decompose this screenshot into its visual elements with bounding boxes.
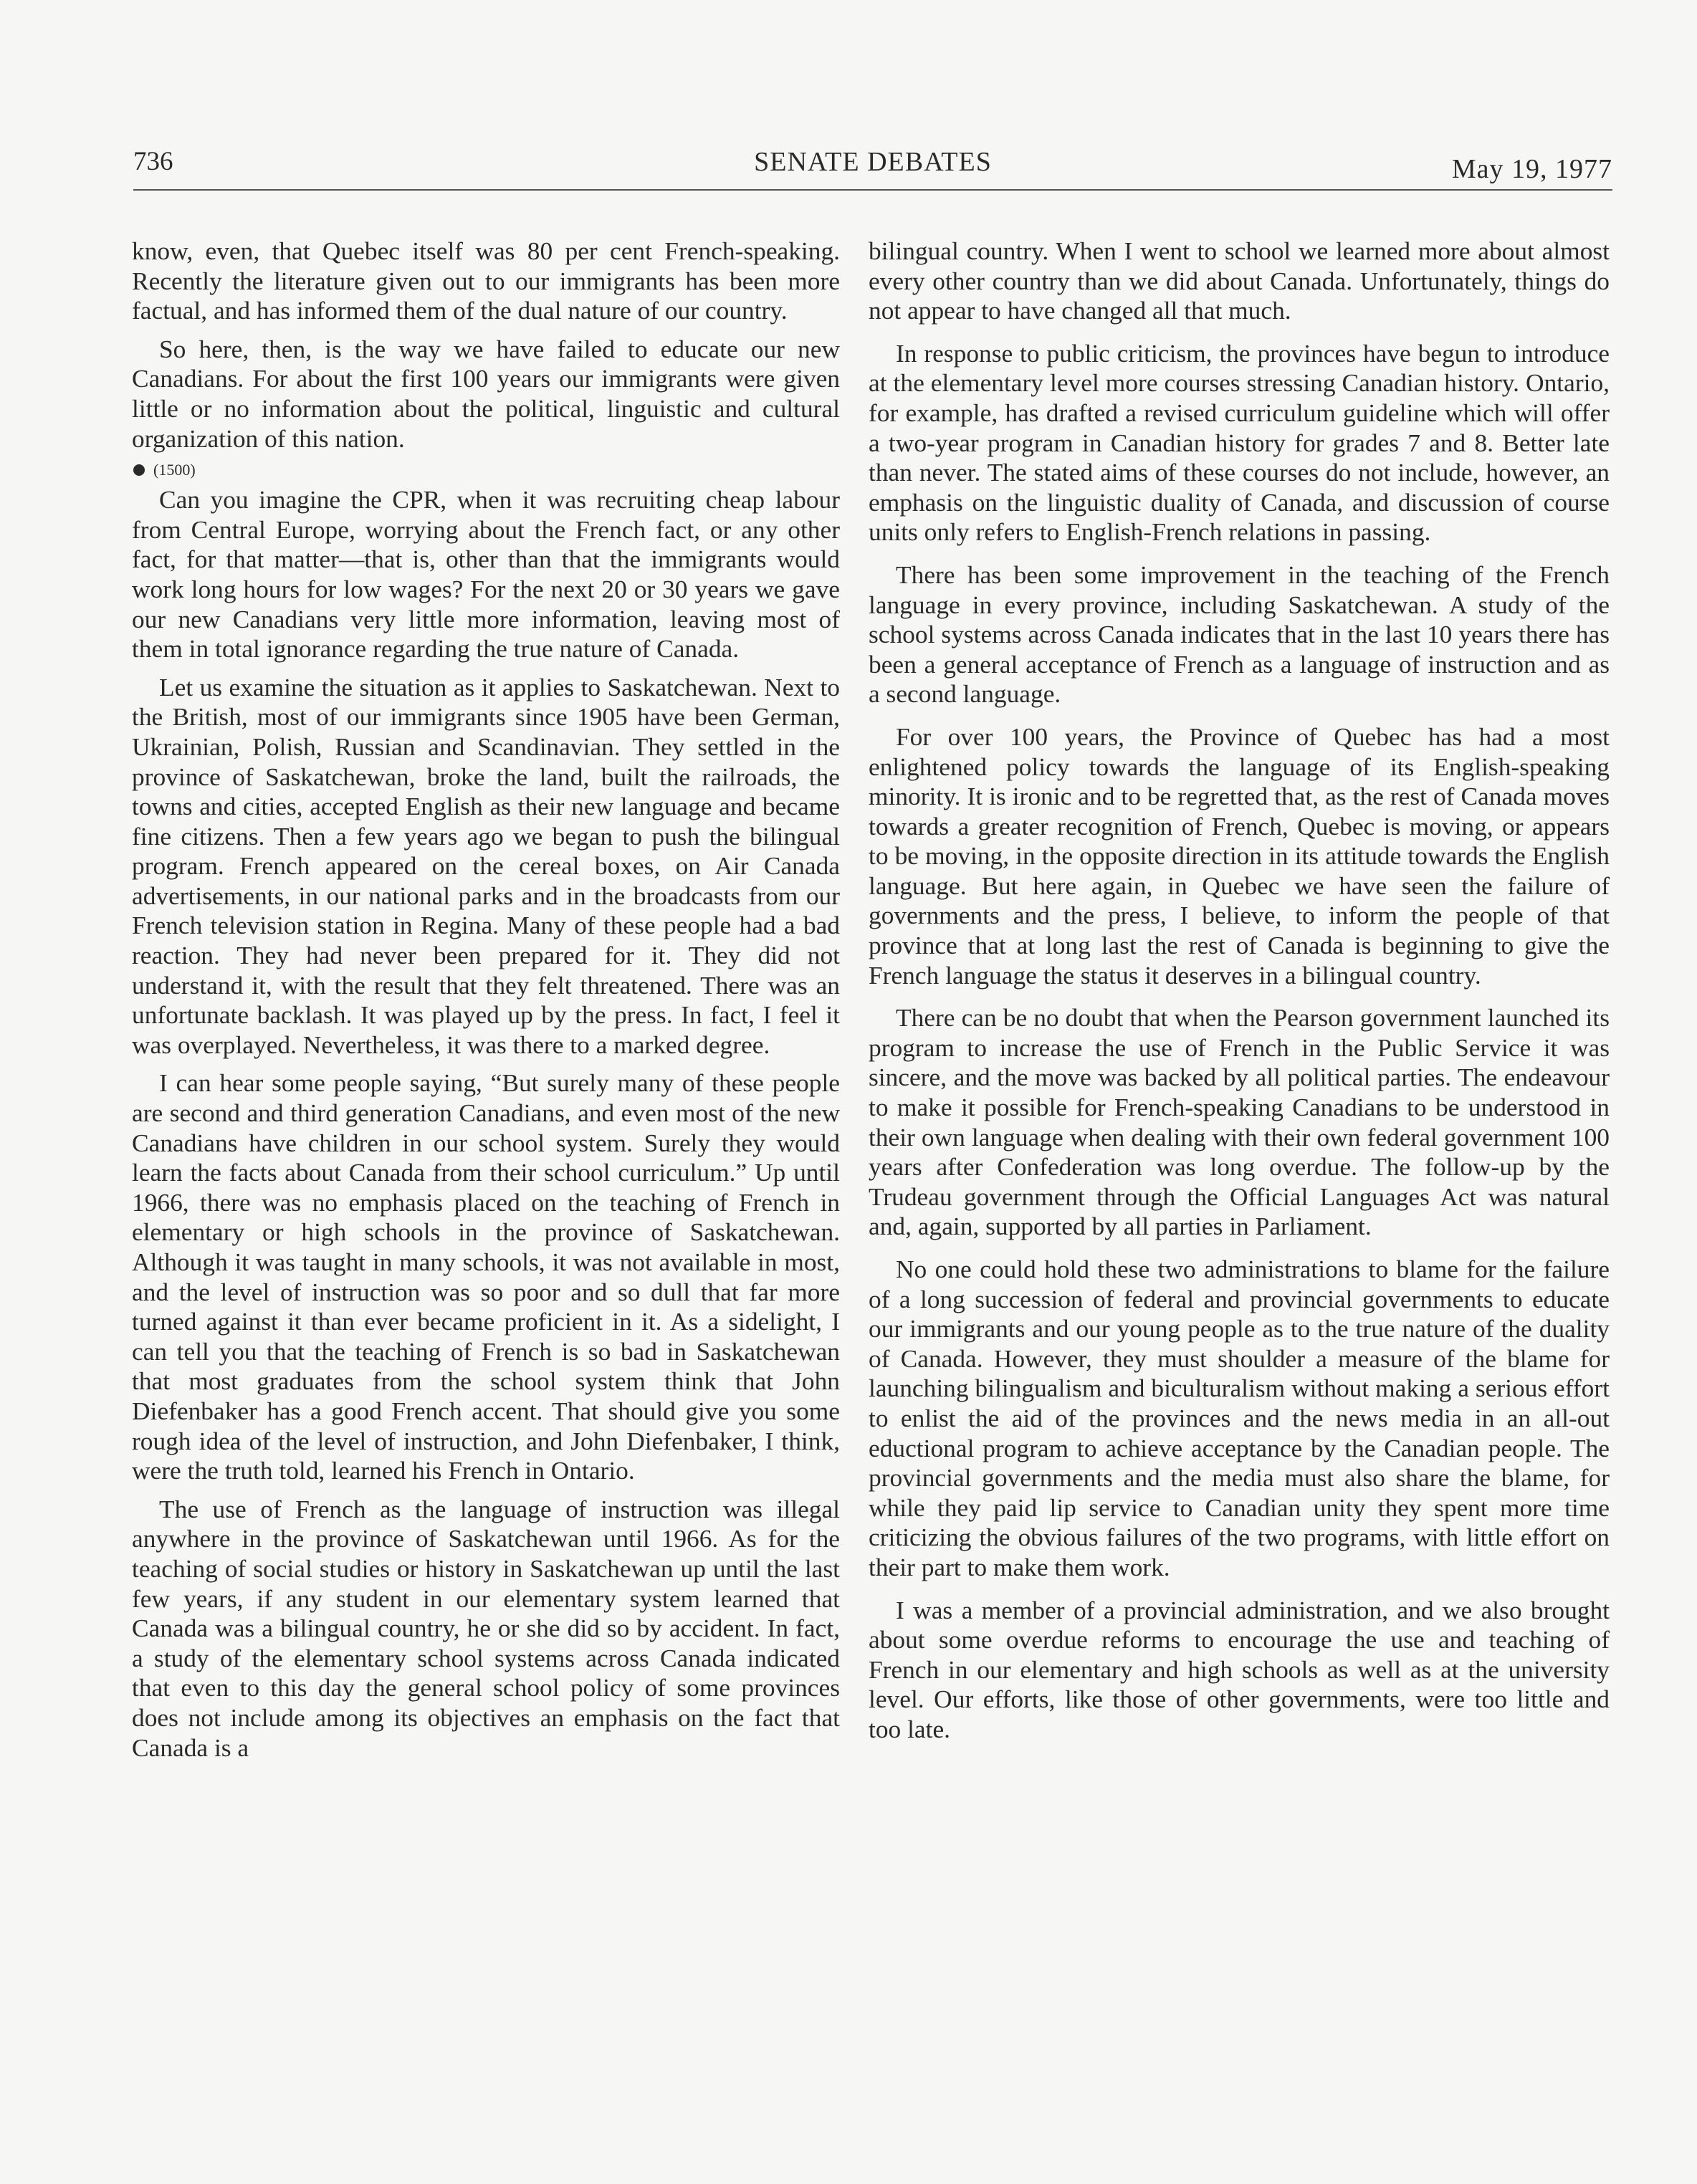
paragraph: Let us examine the situation as it applies to Saskatchewan. Next to the British, most of our immigrants since 1905 have been German, Ukrainian, Polish, Russian and Scandinavian. They settled in the province of Saskatchewan, broke the land, built the railroads, the towns and cities, accepted English as their new language and became fine citizens. Then a few years ago we began to push the bilingual program. French appeared on the cereal boxes, on Air Canada advertisements, in our national parks and in the broadcasts from our French television station in Regina. Many of these people had a bad reaction. They had never been prepared for it. They did not understand it, with the result that they felt threatened. There was an unfortunate backlash. It was played up by the press. In fact, I feel it was overplayed. Nevertheless, it was there to a marked degree. — [132, 672, 840, 1059]
paragraph: bilingual country. When I went to school we learned more about almost every other country than we did about Canada. Unfortunately, things do not appear to have changed all that much. — [869, 236, 1610, 325]
paragraph: I was a member of a provincial administration, and we also brought about some overdue reforms to encourage the use and teaching of French in our elementary and high schools as well as at the university level. Our efforts, like those of other governments, were too little and too late. — [869, 1595, 1610, 1743]
right-column — [869, 236, 1610, 1758]
paragraph: No one could hold these two administrations to blame for the failure of a long succession of federal and provincial governments to educate our immigrants and our young people as to the true nature of the duality of Canada. However, they must shoulder a measure of the blame for launching bilingualism and biculturalism without making a serious effort to enlist the aid of the provinces and the news media in an all-out eductional program to achieve acceptance by the Canadian people. The provincial governments and the media must also share the blame, for while they paid lip service to Canadian unity they spent more time criticizing the obvious failures of the two programs, with little effort on their part to make them work. — [869, 1255, 1610, 1581]
bullet-icon — [133, 464, 145, 476]
paragraph: So here, then, is the way we have failed to educate our new Canadians. For about the first 100 years our immigrants were given little or no information about the political, linguistic and cultural organization of this nation. — [132, 334, 840, 453]
page-number: 736 — [133, 147, 173, 176]
time-marker — [133, 459, 840, 481]
paragraph: In response to public criticism, the provinces have begun to introduce at the elementary level more courses stressing Canadian history. Ontario, for example, has drafted a revised curriculum guideline which will offer a two-year program in Canadian history for grades 7 and 8. Better late than never. The stated aims of these courses do not include, however, an emphasis on the linguistic duality of Canada, and discussion of course units only refers to English-French relations in passing. — [869, 338, 1610, 547]
time-marker-label: (1500) — [153, 461, 196, 479]
publication-date: May 19, 1977 — [1451, 154, 1612, 184]
page-header — [133, 143, 1612, 191]
paragraph: know, even, that Quebec itself was 80 per cent French-speaking. Recently the literature given out to our immigrants has been more factual, and has informed them of the dual nature of our country. — [132, 236, 840, 325]
paragraph: Can you imagine the CPR, when it was recruiting cheap labour from Central Europe, worrying about the French fact, or any other fact, for that matter—that is, other than that the immigrants would work long hours for low wages? For the next 20 or 30 years we gave our new Canadians very little more information, leaving most of them in total ignorance regarding the true nature of Canada. — [132, 485, 840, 664]
paragraph: I can hear some people saying, “But surely many of these people are second and third generation Canadians, and even most of the new Canadians have children in our school system. Surely they would learn the facts about Canada from their school curriculum.” Up until 1966, there was no emphasis placed on the teaching of French in elementary or high schools in the province of Saskatchewan. Although it was taught in many schools, it was not available in most, and the level of instruction was so poor and so dull that far more turned against it than ever became proficient in it. As a sidelight, I can tell you that the teaching of French is so bad in Saskatchewan that most graduates from the school system think that John Diefenbaker has a good French accent. That should give you some rough idea of the level of instruction, and John Diefenbaker, I think, were the truth told, learned his French in Ontario. — [132, 1068, 840, 1485]
publication-title: SENATE DEBATES — [754, 147, 992, 177]
left-column — [132, 236, 840, 1771]
paragraph: The use of French as the language of instruction was illegal anywhere in the province of Saskatchewan until 1966. As for the teaching of social studies or history in Saskatchewan up until the last few years, if any student in our elementary system learned that Canada was a bilingual country, he or she did so by accident. In fact, a study of the elementary school systems across Canada indicated that even to this day the general school policy of some provinces does not include among its objectives an emphasis on the fact that Canada is a — [132, 1494, 840, 1762]
paragraph: There has been some improvement in the teaching of the French language in every province, including Saskatchewan. A study of the school systems across Canada indicates that in the last 10 years there has been a general acceptance of French as a language of instruction and as a second language. — [869, 560, 1610, 709]
paragraph: There can be no doubt that when the Pearson government launched its program to increase the use of French in the Public Service it was sincere, and the move was backed by all political parties. The endeavour to make it possible for French-speaking Canadians to be understood in their own language when dealing with their own federal government 100 years after Confederation was long overdue. The follow-up by the Trudeau government through the Official Languages Act was natural and, again, supported by all parties in Parliament. — [869, 1003, 1610, 1241]
paragraph: For over 100 years, the Province of Quebec has had a most enlightened policy towards the language of its English-speaking minority. It is ironic and to be regretted that, as the rest of Canada moves towards a greater recognition of French, Quebec is moving, or appears to be moving, in the opposite direction in its attitude towards the English language. But here again, in Quebec we have seen the failure of governments and the press, I believe, to inform the people of that province that at long last the rest of Canada is beginning to give the French language the status it deserves in a bilingual country. — [869, 722, 1610, 990]
